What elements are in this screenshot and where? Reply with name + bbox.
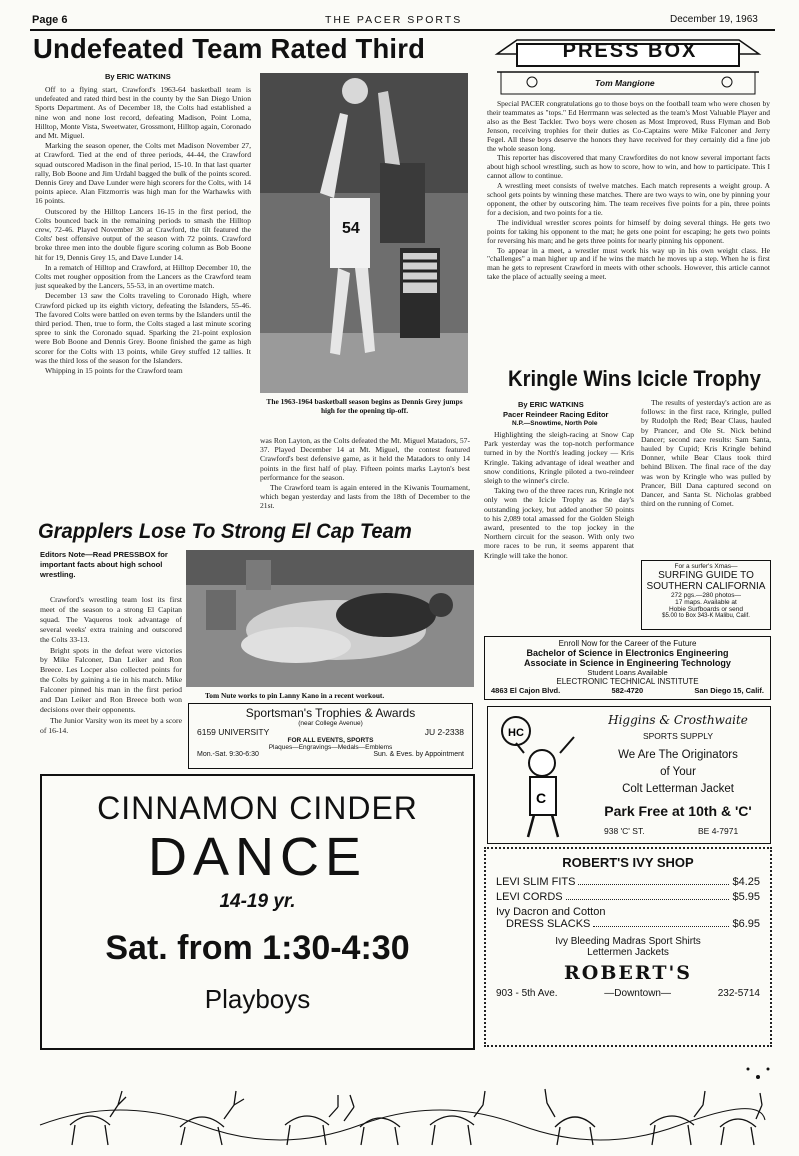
roberts-address: 903 - 5th Ave. — [496, 988, 558, 999]
reindeer-border — [30, 1055, 775, 1150]
cinnamon-band: Playboys — [204, 984, 311, 1014]
svg-text:HC: HC — [508, 727, 524, 739]
kringle-subbyline: Pacer Reindeer Racing Editor — [503, 410, 609, 419]
higgins-park: Park Free at 10th & 'C' — [604, 803, 752, 819]
page-number: Page 6 — [32, 14, 68, 26]
paragraph: Whipping in 15 points for the Crawford team — [45, 366, 183, 376]
paragraph: Off to a flying start, Crawford's 1963-64 basketball team is undefeated and rated third best in the county by the San Diego Union Sports Department. As of December 18, the Colts had established a nine won and none lost record, defeating Madison, Point Loma, Hilltop, Monte Vista, Sweetwater, Grossmont, Hilltop again, Coronado and Mt. Miguel. — [35, 85, 251, 141]
paragraph: Highlighting the sleigh-racing at Snow Cap Park yesterday was the top-notch performance turned in by the North's leading jockey — Kris Kringle. Taking advantage of ideal weather and snow conditions, Kringle piloted a two-reindeer sleigh to the winner's circle. — [484, 430, 634, 486]
electronics-line: Enroll Now for the Career of the Future — [558, 639, 697, 648]
roberts-brand: ROBERT'S — [563, 962, 692, 984]
paragraph: A wrestling meet consists of twelve matches. Each match represents a weight group. A school gets points by winning these matches. There are two ways to win, one by pinning your opponent, the other by outscoring him. The team receives five points for a pin, three points for a decision, and two points for a tie. — [487, 181, 770, 217]
pressbox-author: Tom Mangione — [595, 78, 655, 88]
paragraph: Outscored by the Hilltop Lancers 16-15 in the first period, the Colts bounced back in the remaining periods to smash the Hilltop crew, 72-46. Played November 30 at Crawford, the tilt featured the Colts' best offensive output of the season with 72 points. Crawford broke three men into the double figure scoring column as Bob Boone hit for 19, Dennis Grey 15, and Dave Lunder 14. — [35, 206, 251, 262]
paragraph: The Crawford team is again entered in the Kiwanis Tournament, which began yesterday and lasts from the 18th of December to the 21st. — [260, 483, 470, 511]
item-price: $4.25 — [732, 876, 760, 888]
grapplers-headline: Grapplers Lose To Strong El Cap Team — [38, 520, 412, 543]
grapplers-editor-note: Editors Note—Read PRESSBOX for important facts about high school wrestling. — [40, 550, 168, 579]
basketball-article — [35, 85, 251, 513]
paragraph: Marking the season opener, the Colts met Madison November 27, at Crawford. Tied at the end of three periods, 44-44, the Crawford squad outscored Madison in the final period, 15-10. In that last quarter rally, Bob Boone and Jim Urdahl bagged the bulk of the points scored. Dennis Grey and Dave Lunder were high scorers for the Colts, with 14 points apiece. Alan Fitzmorris was high man for the Warhawks with 16 points. — [35, 141, 251, 206]
surfing-line: Hobie Surfboards or send — [668, 606, 744, 613]
item-name: LEVI CORDS — [496, 891, 563, 903]
surfing-line: $5.00 to Box 343-K Malibu, Calif. — [662, 613, 750, 619]
electronics-phone: 582-4720 — [611, 686, 644, 695]
grapplers-article — [40, 595, 182, 775]
roberts-line: Lettermen Jackets — [587, 947, 669, 958]
paragraph: This reporter has discovered that many Crawfordites do not know several important facts about high school wrestling, such as how to score, how to win, and how to participate. This I cannot allow to continue. — [487, 153, 770, 181]
roberts-ivy-shop-ad[interactable] — [484, 847, 772, 1047]
cinnamon-age: 14-19 yr. — [219, 891, 296, 912]
trophies-sub: (near College Avenue) — [298, 720, 363, 727]
svg-text:C: C — [536, 790, 547, 806]
kringle-dateline: N.P.—Snowtime, North Pole — [512, 420, 598, 427]
trophies-hours: Sun. & Eves. by Appointment — [373, 751, 464, 758]
paragraph: The Junior Varsity won its meet by a score of 16-14. — [40, 715, 182, 735]
surfing-line: 272 pgs.—280 photos— — [670, 592, 742, 599]
paragraph: Bright spots in the defeat were victories by Mike Falconer, Dan Leiker and Ron Breece. Les Locper also collected points for the Colts by gaining a tie in his match. Mike Falconer pinned his man in the first period and Dan Leiker and Ron Breece both won decisions over their opponents. — [40, 645, 182, 714]
kringle-byline: By ERIC WATKINS — [518, 400, 584, 409]
higgins-ad[interactable] — [487, 706, 771, 844]
price-row — [496, 918, 760, 930]
trophies-phone: JU 2-2338 — [424, 727, 464, 737]
basketball-photo-caption: The 1963-1964 basketball season begins as Dennis Grey jumps high for the opening tip-off. — [266, 397, 463, 415]
item-price: $5.95 — [732, 891, 760, 903]
roberts-line: Ivy Bleeding Madras Sport Shirts — [555, 936, 701, 947]
trophies-hours: Mon.-Sat. 9:30-6:30 — [197, 751, 259, 758]
trophies-ad[interactable] — [188, 703, 473, 769]
paragraph: was Ron Layton, as the Colts defeated the Mt. Miguel Matadors, 57-37. Played December 14 at Mt. Miguel, the contest featured Crawford's best defensive game, as it held the Matadors to only 14 points in the first half of play. Fifteen points marks Layton's best performance for the season. — [260, 436, 470, 482]
kringle-results: The results of yesterday's action are as follows: in the first race, Kringle, pulled by Rudolph the Red; Bear Claus, hauled by Prancer, and Ole St. Nick behind Dancer; second race results: Sam Santa, hauled by Cupid; Kris Kringle behind Donner, while Bear Claus took third behind Blixen. The final race of the day was won by Kringle who was pulled by Prancer, Bill Dana captured second on Dancer, and Santa St. Nicholas grabbed third on the running of Comet. — [641, 398, 771, 509]
item-name: DRESS SLACKS — [506, 918, 591, 930]
cinnamon-cinder-ad[interactable] — [40, 774, 475, 1050]
paragraph: To appear in a meet, a wrestler must work his way up in his own weight class. He "challenges" a man higher up and if he wins the match he moves up a step. When he is first man he gets to represent Crawford in meets with other schools. However, this article cannot take the place of actually seeing a meet. — [487, 245, 770, 282]
pressbox-title: PRESS BOX — [562, 40, 698, 62]
item-name: LEVI SLIM FITS — [496, 876, 576, 888]
higgins-name: Higgins & Crosthwaite — [608, 713, 748, 727]
roberts-title: ROBERT'S IVY SHOP — [562, 855, 694, 870]
higgins-line: of Your — [660, 766, 696, 778]
surfing-title: SURFING GUIDE TO — [658, 570, 754, 581]
electronics-address: 4863 El Cajon Blvd. — [491, 686, 561, 695]
higgins-sub: SPORTS SUPPLY — [642, 731, 714, 741]
higgins-address: 938 'C' ST. — [604, 826, 645, 836]
electronics-degree: Associate in Science in Engineering Technology — [524, 658, 731, 668]
slacks-line: Ivy Dacron and Cotton — [496, 906, 606, 918]
surfing-line: 17 maps. Available at — [675, 599, 737, 606]
trophies-line: FOR ALL EVENTS, SPORTS — [287, 737, 374, 744]
cinnamon-title: CINNAMON CINDER — [97, 790, 418, 826]
price-row — [496, 876, 760, 888]
paragraph: Crawford's wrestling team lost its first meet of the season to a strong El Capitan squad. The Vaqueros took advantage of several weeks' extra training and outscored the Colts 33-13. — [40, 595, 182, 644]
cinnamon-time: Sat. from 1:30-4:30 — [105, 929, 410, 967]
paper-name: THE PACER SPORTS — [325, 14, 463, 26]
electronics-line: Student Loans Available — [587, 668, 668, 677]
paragraph: In a rematch of Hilltop and Crawford, at Hilltop December 10, the Colts met rougher opposition from the Lancers as the Crawford team just squeaked by the Lancers, 55-53, in an overtime match. — [35, 262, 251, 291]
paragraph: Taking two of the three races run, Kringle not only won the Icicle Trophy as the day's outstanding jockey, but added another 50 points to his 2,089 total amassed for the Golden Sleigh award, presented to the top jockey in the Northern circuit for the season. With only two more races to be run, it seems apparent that Kringle will take the honor. — [484, 486, 634, 560]
kringle-article — [484, 430, 634, 635]
wrestling-photo-caption: Tom Nute works to pin Lanny Kano in a recent workout. — [205, 691, 385, 700]
higgins-phone: BE 4-7971 — [698, 826, 739, 836]
pressbox-article — [487, 100, 770, 362]
basketball-headline: Undefeated Team Rated Third — [33, 33, 426, 64]
svg-text:54: 54 — [342, 220, 360, 237]
electronics-institute-ad[interactable] — [484, 636, 771, 700]
trophies-title: Sportsman's Trophies & Awards — [245, 706, 416, 720]
higgins-line: Colt Letterman Jacket — [622, 783, 734, 795]
surfing-line: For a surfer's Xmas— — [674, 563, 738, 570]
surfing-guide-ad[interactable] — [641, 560, 771, 630]
trophies-line: Plaques—Engravings—Medals—Emblems — [268, 744, 393, 751]
surfing-title: SOUTHERN CALIFORNIA — [646, 581, 766, 592]
paragraph: Special PACER congratulations go to those boys on the football team who were chosen by their teammates as "tops." Ed Herrmann was selected as the team's Most Valuable Player and also as the Best Tackler. Two boys were chosen as Most Improved, Russ Flyman and Bob Jenson, receiving trophies for their duties as Co-Captains were Mike Falconer and Jerry Fegel. All these boys deserve the honors they have received for they certainly did a fine job the whole season long. — [487, 100, 770, 153]
cinnamon-dance: DANCE — [147, 827, 368, 887]
electronics-city: San Diego 15, Calif. — [694, 686, 764, 695]
basketball-article-continued — [260, 436, 470, 516]
issue-date: December 19, 1963 — [670, 14, 758, 25]
electronics-degree: Bachelor of Science in Electronics Engineering — [526, 648, 729, 658]
roberts-downtown: —Downtown— — [604, 988, 671, 999]
kringle-headline: Kringle Wins Icicle Trophy — [508, 366, 761, 391]
wrestling-photo — [186, 550, 474, 687]
roberts-phone: 232-5714 — [717, 988, 760, 999]
trophies-address: 6159 UNIVERSITY — [197, 727, 270, 737]
basketball-photo — [260, 73, 468, 393]
basketball-byline: By ERIC WATKINS — [105, 72, 171, 81]
masthead-rule — [30, 29, 775, 31]
paragraph: The individual wrestler scores points for himself by doing several things. He gets two points for taking his opponent to the mat; he gets one point for escaping; he gets two points for reversing his man; and he gets three points for nearly pinning his opponent. — [487, 217, 770, 245]
paragraph: December 13 saw the Colts traveling to Coronado High, where Crawford picked up its eighth victory, defeating the Islanders, 55-46. The favored Colts were battled on even terms by the Islanders until the third period. Then, true to form, the Colts staged a last minute scoring spree to sink the Coronado squad. Sparking the 21-point explosion were Bob Boone and Dennis Grey. Boone finished the game as high scorer for the Colts with 13 points, while Grey stuffed 12 tallies. It was the third loss of the season for the Islanders. — [35, 291, 251, 365]
price-row — [496, 891, 760, 903]
colt-mascot-icon — [494, 713, 584, 841]
higgins-line: We Are The Originators — [618, 749, 738, 761]
item-price: $6.95 — [732, 918, 760, 930]
electronics-name: ELECTRONIC TECHNICAL INSTITUTE — [556, 677, 699, 686]
